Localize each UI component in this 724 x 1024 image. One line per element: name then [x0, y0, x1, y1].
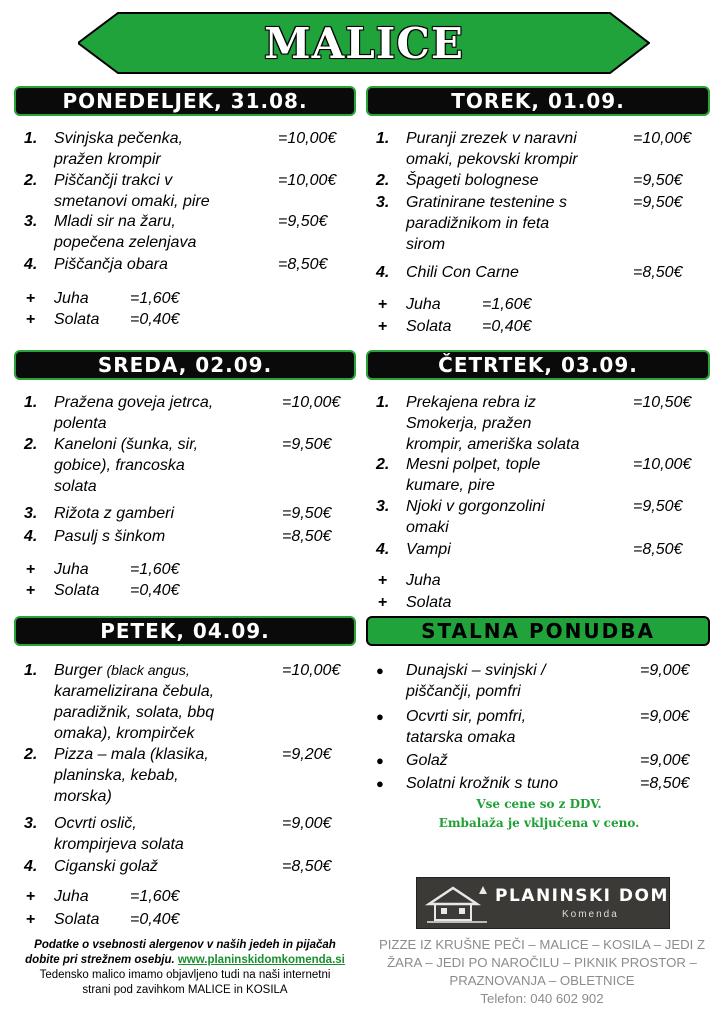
page-title: MALICE — [264, 19, 464, 68]
item-price: =9,50€ — [282, 436, 332, 453]
dish-line-text: Burger — [54, 662, 103, 679]
logo-main-text: PLANINSKI DOM — [495, 886, 669, 906]
packaging-note: Embalaža je vključena v ceno. — [438, 816, 640, 830]
dish-line — [406, 475, 540, 496]
extra-price: =1,60€ — [130, 888, 180, 905]
dish-name — [54, 170, 210, 212]
item-price: =9,00€ — [640, 752, 690, 769]
dish-line — [54, 856, 158, 877]
dish-name — [54, 744, 209, 807]
plus-sign: + — [26, 911, 36, 928]
dish-line-text: omaka), — [54, 725, 112, 742]
item-number: 2. — [24, 746, 38, 763]
dish-line — [406, 392, 579, 413]
dish-line — [54, 786, 209, 807]
dish-name — [54, 660, 214, 744]
plus-sign: + — [26, 582, 36, 599]
dish-name — [406, 392, 579, 455]
item-price: =10,50€ — [633, 394, 692, 411]
dish-name — [406, 660, 546, 702]
dish-name — [54, 503, 174, 524]
item-number: 3. — [376, 498, 390, 515]
plus-sign: + — [378, 318, 388, 335]
dish-line-text: Gratinirane testenine s — [406, 194, 567, 211]
dish-name — [406, 170, 539, 191]
title-banner — [78, 12, 650, 74]
dish-line-text: solata — [54, 478, 97, 495]
services-line-3: PRAZNOVANJA – OBLETNICE — [449, 973, 635, 988]
item-price: =9,20€ — [282, 746, 332, 763]
dish-name — [406, 706, 526, 748]
dish-line-text: Njoki v gorgonzolini — [406, 498, 545, 515]
day-header: SREDA, 02.09. — [14, 350, 356, 380]
dish-line — [54, 232, 196, 253]
dish-line-text: sirom — [406, 236, 446, 253]
plus-sign: + — [378, 296, 388, 313]
logo-sub-text: Komenda — [562, 909, 619, 920]
dish-line-text: popečena zelenjava — [54, 234, 197, 251]
dish-line — [54, 413, 213, 434]
dish-name — [54, 526, 165, 547]
item-price: =10,00€ — [282, 394, 341, 411]
services-text — [374, 936, 710, 1008]
dish-line — [406, 149, 578, 170]
dish-line-text: Vampi — [406, 541, 451, 558]
dish-line: piščančji, pomfri — [406, 683, 521, 700]
dish-name — [406, 750, 448, 771]
bullet-icon: ● — [376, 776, 384, 791]
dish-line-text: Pizza – mala (klasika, — [54, 746, 209, 763]
item-number: 2. — [24, 172, 38, 189]
dish-line: Golaž — [406, 752, 448, 769]
extra-label: Solata — [54, 582, 100, 599]
extra-price: =1,60€ — [130, 290, 180, 307]
dish-line — [54, 660, 214, 681]
extra-label: Solata — [406, 594, 452, 611]
item-price: =9,50€ — [633, 194, 683, 211]
dish-name — [54, 254, 168, 275]
extra-label: Juha — [406, 572, 441, 589]
plus-sign: + — [26, 561, 36, 578]
dish-name — [54, 434, 198, 497]
dish-line — [54, 681, 214, 702]
extra-label: Solata — [406, 318, 452, 335]
dish-line — [406, 234, 567, 255]
dish-line-detail: (black angus, — [106, 662, 190, 678]
dish-line — [54, 170, 210, 191]
item-price: =8,50€ — [282, 858, 332, 875]
item-number: 4. — [24, 528, 38, 545]
dish-line-text: Rižota z gamberi — [54, 505, 175, 522]
day-header: PONEDELJEK, 31.08. — [14, 86, 356, 116]
plus-sign: + — [26, 290, 36, 307]
item-number: 2. — [24, 436, 38, 453]
dish-line-text: smetanovi omaki, pire — [54, 193, 210, 210]
house-logo-icon — [423, 880, 493, 928]
item-price: =10,00€ — [633, 130, 692, 147]
dish-line — [406, 454, 540, 475]
dish-line-text: omaki — [406, 519, 449, 536]
extra-price: =0,40€ — [130, 311, 180, 328]
item-number: 4. — [24, 858, 38, 875]
stalna-ponudba-header: STALNA PONUDBA — [366, 616, 710, 646]
dish-line — [54, 834, 184, 855]
item-number: 2. — [376, 456, 390, 473]
dish-line-text: kumare, pire — [406, 477, 495, 494]
dish-line-text: karamelizirana čebula, — [54, 683, 215, 700]
dish-line-text: Mladi sir na žaru, — [54, 213, 176, 230]
dish-name — [406, 262, 519, 283]
allergen-footnote — [12, 938, 358, 998]
day-header: PETEK, 04.09. — [14, 616, 356, 646]
dish-line — [406, 413, 579, 434]
plus-sign: + — [26, 888, 36, 905]
dish-line: Ocvrti sir, pomfri, — [406, 708, 527, 725]
item-price: =8,50€ — [282, 528, 332, 545]
day-header: TOREK, 01.09. — [366, 86, 710, 116]
item-number: 4. — [24, 256, 38, 273]
item-price: =9,50€ — [633, 498, 683, 515]
dish-line-text: krompirjeva solata — [54, 836, 184, 853]
website-link[interactable]: www.planinskidomkomenda.si — [177, 954, 345, 966]
dish-line-text: krompir, ameriška solata — [406, 436, 580, 453]
dish-line-text: pražen krompir — [54, 151, 161, 168]
item-price: =9,50€ — [633, 172, 683, 189]
extra-label: Juha — [54, 888, 89, 905]
services-line-1: PIZZE IZ KRUŠNE PEČI – MALICE – KOSILA – JEDI Z — [378, 937, 706, 952]
dish-line-text: Chili Con Carne — [406, 264, 519, 281]
extra-label: Juha — [54, 561, 89, 578]
dish-line-text: Piščančja obara — [54, 256, 168, 273]
dish-line-text: Ciganski golaž — [54, 858, 159, 875]
item-price: =9,00€ — [640, 662, 690, 679]
item-number: 3. — [376, 194, 390, 211]
bullet-icon: ● — [376, 753, 384, 768]
dish-line — [54, 702, 214, 723]
footnote-line-1: Podatke o vsebnosti alergenov v naših jedeh in pijačah — [34, 939, 336, 951]
item-price: =10,00€ — [278, 172, 337, 189]
item-price: =10,00€ — [633, 456, 692, 473]
item-number: 3. — [24, 213, 38, 230]
plus-sign: + — [378, 572, 388, 589]
extra-price: =1,60€ — [482, 296, 532, 313]
dish-line — [54, 526, 165, 547]
dish-line-text: Puranji zrezek v naravni — [406, 130, 577, 147]
item-number: 4. — [376, 541, 390, 558]
dish-line — [54, 765, 209, 786]
extra-label: Solata — [54, 311, 100, 328]
dish-line-text: planinska, kebab, — [54, 767, 179, 784]
dish-name — [406, 496, 545, 538]
footnote-line-2 — [12, 953, 358, 968]
extra-label: Juha — [406, 296, 441, 313]
extra-label: Solata — [54, 911, 100, 928]
dish-line-text: Smokerja, pražen — [406, 415, 532, 432]
dish-line — [406, 170, 539, 191]
dish-line-tail: krompirček — [116, 725, 195, 742]
dish-line-text: Prekajena rebra iz — [406, 394, 536, 411]
dish-name — [54, 856, 158, 877]
bullet-icon: ● — [376, 709, 384, 724]
dish-line-text: morska) — [54, 788, 112, 805]
item-number: 4. — [376, 264, 390, 281]
dish-line-text: Pražena goveja jetrca, — [54, 394, 214, 411]
dish-name — [406, 128, 578, 170]
item-number: 1. — [24, 130, 38, 147]
item-number: 2. — [376, 172, 390, 189]
dish-line — [406, 262, 519, 283]
dish-line — [54, 744, 209, 765]
dish-line — [406, 128, 578, 149]
dish-line-text: paradižnik, solata, bbq — [54, 704, 215, 721]
dish-line-text: Piščančji trakci v — [54, 172, 173, 189]
item-price: =8,50€ — [278, 256, 328, 273]
item-price: =8,50€ — [640, 775, 690, 792]
planinski-dom-logo — [416, 877, 670, 929]
item-number: 3. — [24, 505, 38, 522]
item-price: =8,50€ — [633, 541, 683, 558]
dish-name — [406, 192, 567, 255]
dish-line — [54, 434, 198, 455]
dish-line-text: Svinjska pečenka, — [54, 130, 183, 147]
dish-line — [54, 455, 198, 476]
dish-name — [406, 539, 451, 560]
dish-line — [54, 211, 196, 232]
dish-name — [54, 211, 196, 253]
dish-line-text: Kaneloni (šunka, sir, — [54, 436, 199, 453]
item-price: =9,00€ — [640, 708, 690, 725]
item-price: =8,50€ — [633, 264, 683, 281]
item-price: =10,00€ — [282, 662, 341, 679]
footnote-line-2-text: dobite pri strežnem osebju. — [25, 954, 178, 966]
dish-line: Dunajski – svinjski / — [406, 662, 546, 679]
dish-line — [54, 128, 183, 149]
item-number: 1. — [376, 394, 390, 411]
dish-name — [54, 392, 213, 434]
item-price: =10,00€ — [278, 130, 337, 147]
services-line-2: ŽARA – JEDI PO NAROČILU – PIKNIK PROSTOR – — [387, 955, 697, 970]
dish-line-text: Pasulj s šinkom — [54, 528, 166, 545]
dish-line — [54, 476, 198, 497]
day-header: ČETRTEK, 03.09. — [366, 350, 710, 380]
dish-line — [54, 503, 174, 524]
dish-line — [54, 813, 184, 834]
vat-note: Vse cene so z DDV. — [476, 797, 602, 811]
dish-line — [406, 496, 545, 517]
footnote-line-4: strani pod zavihkom MALICE in KOSILA — [82, 984, 288, 996]
dish-line — [406, 539, 451, 560]
bullet-icon: ● — [376, 663, 384, 678]
footnote-line-3: Tedensko malico imamo objavljeno tudi na naši internetni — [39, 969, 331, 981]
dish-line: Solatni krožnik s tuno — [406, 775, 559, 792]
item-number: 1. — [24, 394, 38, 411]
dish-line — [406, 192, 567, 213]
extra-price: =0,40€ — [130, 911, 180, 928]
dish-line-text: Ocvrti oslič, — [54, 815, 137, 832]
dish-line — [406, 213, 567, 234]
extra-price: =1,60€ — [130, 561, 180, 578]
dish-line-text: Mesni polpet, tople — [406, 456, 541, 473]
dish-line — [54, 392, 213, 413]
extra-price: =0,40€ — [482, 318, 532, 335]
phone-number: Telefon: 040 602 902 — [480, 991, 604, 1006]
item-number: 3. — [24, 815, 38, 832]
dish-line: tatarska omaka — [406, 729, 516, 746]
dish-name — [406, 773, 558, 794]
item-price: =9,00€ — [282, 815, 332, 832]
dish-name — [54, 813, 184, 855]
dish-line — [54, 149, 183, 170]
plus-sign: + — [26, 311, 36, 328]
plus-sign: + — [378, 594, 388, 611]
dish-line — [406, 434, 579, 455]
item-number: 1. — [376, 130, 390, 147]
extra-price: =0,40€ — [130, 582, 180, 599]
item-number: 1. — [24, 662, 38, 679]
item-price: =9,50€ — [282, 505, 332, 522]
extra-label: Juha — [54, 290, 89, 307]
dish-line-text: polenta — [54, 415, 107, 432]
dish-name — [54, 128, 183, 170]
item-price: =9,50€ — [278, 213, 328, 230]
dish-line — [54, 254, 168, 275]
dish-line — [54, 723, 214, 744]
dish-line — [406, 517, 545, 538]
dish-name — [406, 454, 540, 496]
dish-line — [54, 191, 210, 212]
dish-line-text: omaki, pekovski krompir — [406, 151, 578, 168]
dish-line-text: Špageti bolognese — [406, 172, 539, 189]
dish-line-text: paradižnikom in feta — [406, 215, 550, 232]
dish-line-text: gobice), francoska — [54, 457, 185, 474]
